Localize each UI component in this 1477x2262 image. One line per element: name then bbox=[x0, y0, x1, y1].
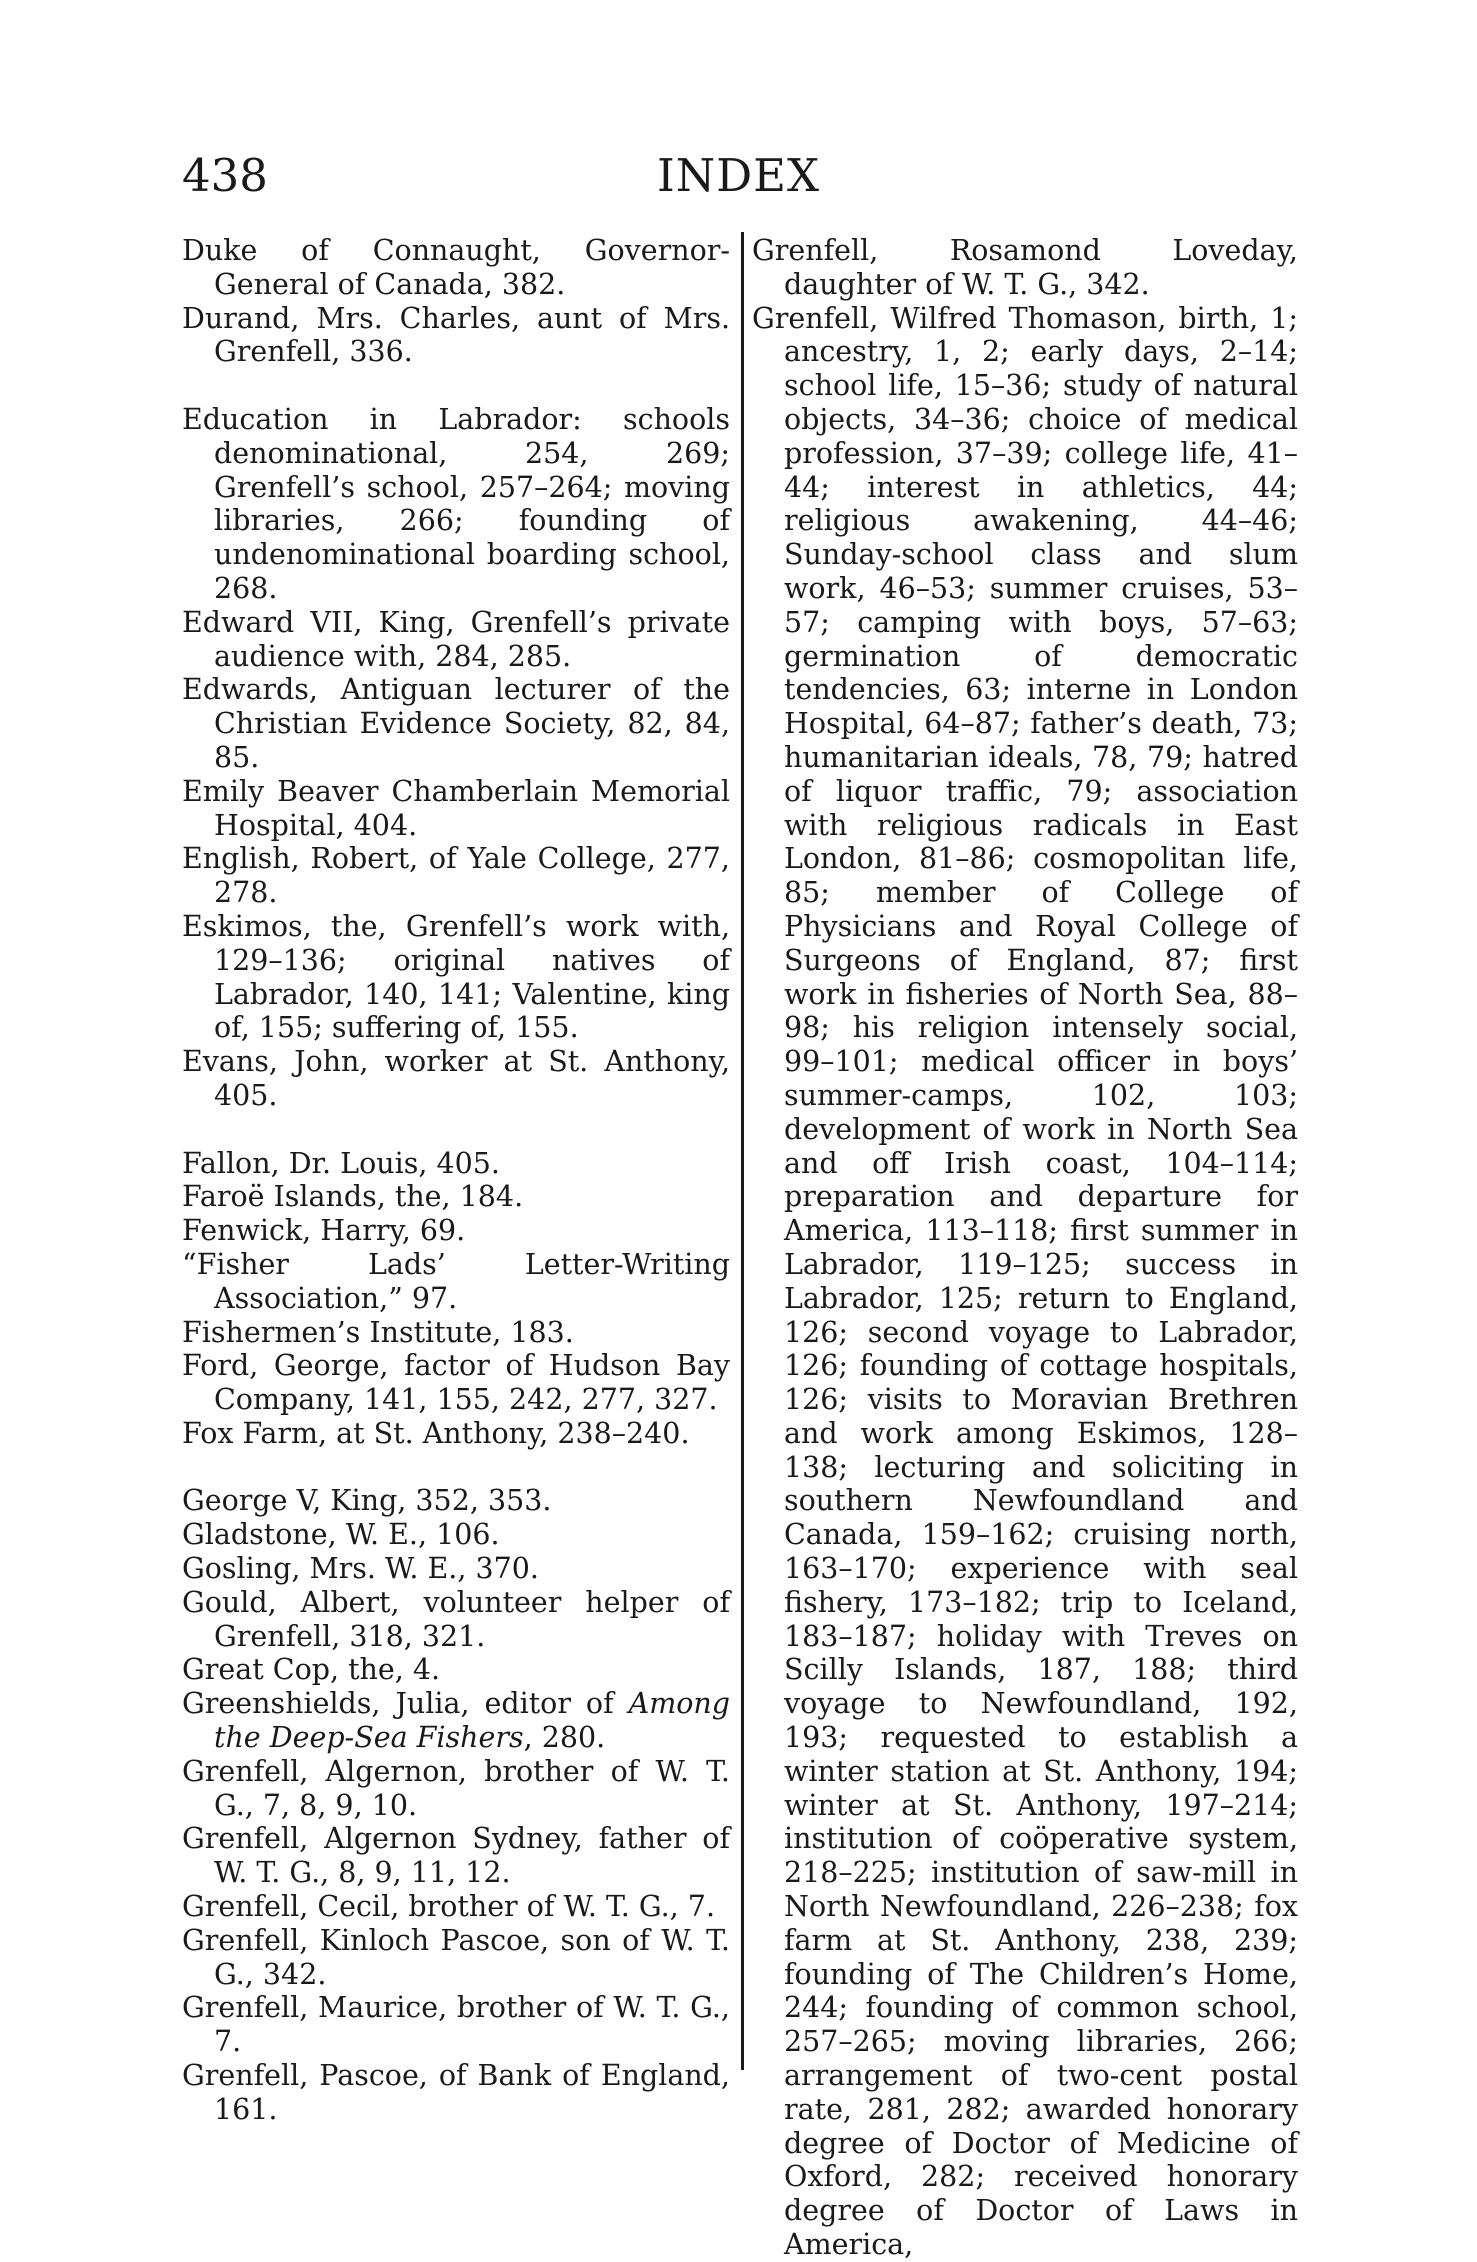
index-entry: Grenfell, Algernon, brother of W. T. G., 7, 8, 9, 10. bbox=[182, 1754, 730, 1822]
entry-title-italic: Among the Deep-Sea Fishers bbox=[214, 1687, 730, 1755]
index-entry: Fallon, Dr. Louis, 405. bbox=[182, 1146, 500, 1180]
page-title: INDEX bbox=[656, 149, 821, 202]
entry-text: , 280. bbox=[523, 1721, 606, 1755]
index-entry: Grenfell, Kinloch Pascoe, son of W. T. G., 342. bbox=[182, 1923, 730, 1991]
index-entry: Education in Labrador: schools denominational, 254, 269; Grenfell’s school, 257–264; moving libraries, 266; founding of undenominational boarding school, 268. bbox=[182, 402, 730, 605]
index-entry: “Fisher Lads’ Letter-Writing Association,” 97. bbox=[182, 1247, 730, 1315]
index-entry: Great Cop, the, 4. bbox=[182, 1653, 441, 1687]
entry-text: Greenshields, Julia, editor of bbox=[182, 1687, 629, 1721]
index-entry: Grenfell, Pascoe, of Bank of England, 161. bbox=[182, 2059, 730, 2126]
index-entry: George V, King, 352, 353. bbox=[182, 1484, 552, 1518]
index-entry: Fishermen’s Institute, 183. bbox=[182, 1315, 574, 1349]
index-entry: Grenfell, Wilfred Thomason, birth, 1; ancestry, 1, 2; early days, 2–14; school life, 15–36; study of natural objects, 34–36; choice of medical profession, 37–39; college life, 41–44; interest in athletics, 44; religious awakening, 44–46; Sunday-school class and slum work, 46–53; summer cruises, 53–57; camping with boys, 57–63; germination of democratic tendencies, 63; interne in London Hospital, 64–87; father’s death, 73; humanitarian ideals, 78, 79; hatred of liquor traffic, 79; association with religious radicals in East London, 81–86; cosmopolitan life, 85; member of College of Physicians and Royal College of Surgeons of England, 87; first work in fisheries of North Sea, 88–98; his religion intensely social, 99–101; medical officer in boys’ summer-camps, 102, 103; development of work in North Sea and off Irish coast, 104–114; preparation and departure for America, 113–118; first summer in Labrador, 119–125; success in Labrador, 125; return to England, 126; second voyage to Labrador, 126; founding of cottage hospitals, 126; visits to Moravian Brethren and work among Eskimos, 128–138; lecturing and soliciting in southern Newfoundland and Canada, 159–162; cruising north, 163–170; experience with seal fishery, 173–182; trip to Iceland, 183–187; holiday with Treves on Scilly Islands, 187, 188; third voyage to Newfoundland, 192, 193; requested to establish a winter station at St. Anthony, 194; winter at St. Anthony, 197–214; institution of coöperative system, 218–225; institution of saw-mill in North Newfoundland, 226–238; fox farm at St. Anthony, 238, 239; founding of The Children’s Home, 244; founding of common school, 257–265; moving libraries, 266; arrangement of two-cent postal rate, 281, 282; awarded honorary degree of Doctor of Medicine of Oxford, 282; received honorary degree of Doctor of Laws in America, bbox=[752, 301, 1298, 2262]
right-column bbox=[752, 234, 1298, 2262]
index-entry: Grenfell, Rosamond Loveday, daughter of W. T. G., 342. bbox=[752, 234, 1298, 301]
index-entry: Ford, George, factor of Hudson Bay Company, 141, 155, 242, 277, 327. bbox=[182, 1349, 730, 1417]
index-entry: Grenfell, Cecil, brother of W. T. G., 7. bbox=[182, 1890, 715, 1924]
column-divider bbox=[741, 232, 744, 2070]
index-entry: Durand, Mrs. Charles, aunt of Mrs. Grenfell, 336. bbox=[182, 301, 730, 369]
left-column bbox=[182, 234, 730, 2127]
section-gap bbox=[182, 1113, 730, 1147]
index-entry: Fenwick, Harry, 69. bbox=[182, 1214, 466, 1248]
index-entry bbox=[182, 1687, 730, 1755]
index-entry: Evans, John, worker at St. Anthony, 405. bbox=[182, 1045, 730, 1112]
index-entry: Gould, Albert, volunteer helper of Grenfell, 318, 321. bbox=[182, 1585, 730, 1653]
index-entry: Gladstone, W. E., 106. bbox=[182, 1518, 500, 1552]
index-entry: Grenfell, Algernon Sydney, father of W. T. G., 8, 9, 11, 12. bbox=[182, 1822, 730, 1890]
index-entry: Duke of Connaught, Governor-General of Canada, 382. bbox=[182, 234, 730, 301]
section-gap bbox=[182, 369, 730, 403]
index-entry: Gosling, Mrs. W. E., 370. bbox=[182, 1552, 539, 1586]
index-entry: Fox Farm, at St. Anthony, 238–240. bbox=[182, 1416, 690, 1450]
index-entry: Eskimos, the, Grenfell’s work with, 129–136; original natives of Labrador, 140, 141; Valentine, king of, 155; suffering of, 155. bbox=[182, 909, 730, 1045]
index-entry: Grenfell, Maurice, brother of W. T. G., 7. bbox=[182, 1991, 730, 2059]
index-entry: English, Robert, of Yale College, 277, 278. bbox=[182, 842, 730, 910]
index-entry: Faroë Islands, the, 184. bbox=[182, 1180, 524, 1214]
index-entry: Edwards, Antiguan lecturer of the Christian Evidence Society, 82, 84, 85. bbox=[182, 673, 730, 774]
index-entry: Edward VII, King, Grenfell’s private audience with, 284, 285. bbox=[182, 605, 730, 673]
page-number: 438 bbox=[182, 149, 268, 202]
index-entry: Emily Beaver Chamberlain Memorial Hospital, 404. bbox=[182, 774, 730, 842]
section-gap bbox=[182, 1451, 730, 1485]
